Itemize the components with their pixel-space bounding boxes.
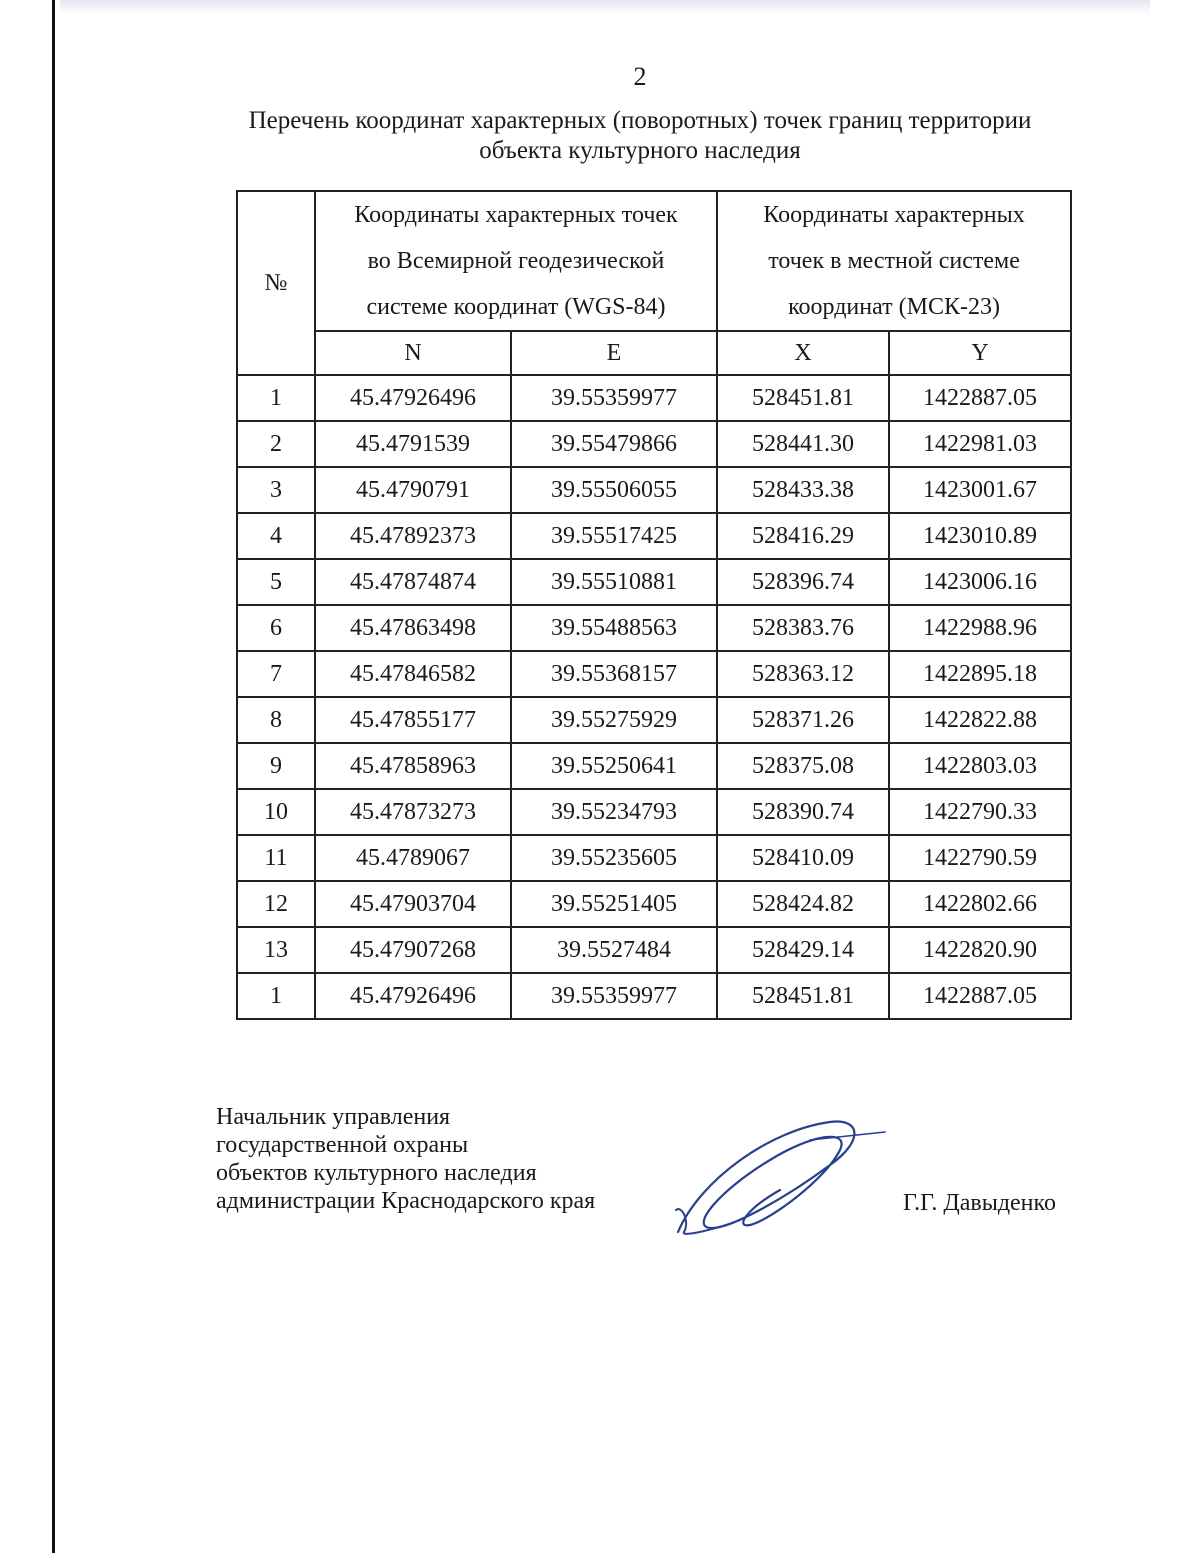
cell-y: 1422822.88	[889, 697, 1071, 743]
cell-x: 528451.81	[717, 973, 889, 1019]
coordinates-table	[236, 190, 1072, 1020]
cell-x: 528441.30	[717, 421, 889, 467]
cell-number: 11	[237, 835, 315, 881]
table-row	[237, 973, 1071, 1019]
cell-n: 45.4791539	[315, 421, 511, 467]
cell-y: 1423010.89	[889, 513, 1071, 559]
cell-x: 528375.08	[717, 743, 889, 789]
subheader-x: X	[717, 331, 889, 375]
cell-x: 528371.26	[717, 697, 889, 743]
cell-y: 1422887.05	[889, 375, 1071, 421]
cell-n: 45.47858963	[315, 743, 511, 789]
cell-e: 39.55517425	[511, 513, 717, 559]
table-row	[237, 651, 1071, 697]
cell-number: 12	[237, 881, 315, 927]
position-line: государственной охраны	[216, 1132, 469, 1158]
title-line-2: объекта культурного наследия	[479, 137, 801, 164]
cell-y: 1422803.03	[889, 743, 1071, 789]
cell-e: 39.55488563	[511, 605, 717, 651]
cell-y: 1423001.67	[889, 467, 1071, 513]
cell-number: 6	[237, 605, 315, 651]
cell-e: 39.55234793	[511, 789, 717, 835]
cell-n: 45.47863498	[315, 605, 511, 651]
cell-n: 45.4789067	[315, 835, 511, 881]
title-line-1: Перечень координат характерных (поворотных) точек границ территории	[248, 107, 1032, 134]
header-wgs84-line: во Всемирной геодезической	[367, 248, 665, 274]
cell-e: 39.55359977	[511, 375, 717, 421]
cell-number: 1	[237, 973, 315, 1019]
cell-x: 528416.29	[717, 513, 889, 559]
table-row	[237, 697, 1071, 743]
page-number: 2	[633, 62, 647, 91]
cell-e: 39.55235605	[511, 835, 717, 881]
table-row	[237, 927, 1071, 973]
scan-top-smudge	[60, 0, 1150, 14]
table-row	[237, 605, 1071, 651]
cell-number: 4	[237, 513, 315, 559]
header-msk23	[717, 191, 1071, 331]
cell-x: 528451.81	[717, 375, 889, 421]
cell-x: 528410.09	[717, 835, 889, 881]
table-row	[237, 789, 1071, 835]
cell-n: 45.47855177	[315, 697, 511, 743]
cell-number: 2	[237, 421, 315, 467]
cell-n: 45.47903704	[315, 881, 511, 927]
cell-y: 1422895.18	[889, 651, 1071, 697]
table-row	[237, 835, 1071, 881]
header-wgs84	[315, 191, 717, 331]
cell-e: 39.55510881	[511, 559, 717, 605]
cell-y: 1422981.03	[889, 421, 1071, 467]
table-body	[237, 375, 1071, 1019]
cell-e: 39.55506055	[511, 467, 717, 513]
cell-number: 1	[237, 375, 315, 421]
cell-x: 528433.38	[717, 467, 889, 513]
document-title	[0, 106, 1200, 166]
table-row	[237, 881, 1071, 927]
header-msk23-line: Координаты характерных	[763, 202, 1025, 228]
cell-x: 528390.74	[717, 789, 889, 835]
table-row	[237, 467, 1071, 513]
cell-e: 39.55251405	[511, 881, 717, 927]
header-msk23-line: точек в местной системе	[768, 248, 1020, 274]
cell-e: 39.55275929	[511, 697, 717, 743]
cell-y: 1422790.33	[889, 789, 1071, 835]
cell-number: 8	[237, 697, 315, 743]
cell-n: 45.47926496	[315, 375, 511, 421]
cell-x: 528383.76	[717, 605, 889, 651]
scan-left-edge	[52, 0, 55, 1553]
cell-y: 1422988.96	[889, 605, 1071, 651]
cell-n: 45.47873273	[315, 789, 511, 835]
signatory-name: Г.Г. Давыденко	[903, 1190, 1056, 1216]
cell-x: 528424.82	[717, 881, 889, 927]
cell-y: 1422820.90	[889, 927, 1071, 973]
header-wgs84-line: Координаты характерных точек	[354, 202, 678, 228]
cell-number: 10	[237, 789, 315, 835]
cell-n: 45.47907268	[315, 927, 511, 973]
cell-n: 45.47892373	[315, 513, 511, 559]
header-msk23-line: координат (МСК-23)	[788, 294, 1000, 320]
table-row	[237, 375, 1071, 421]
cell-n: 45.47926496	[315, 973, 511, 1019]
table-row	[237, 421, 1071, 467]
cell-number: 3	[237, 467, 315, 513]
cell-number: 5	[237, 559, 315, 605]
table-row	[237, 559, 1071, 605]
cell-e: 39.55250641	[511, 743, 717, 789]
cell-e: 39.55479866	[511, 421, 717, 467]
position-line: Начальник управления	[216, 1104, 451, 1130]
cell-y: 1422887.05	[889, 973, 1071, 1019]
header-wgs84-line: системе координат (WGS-84)	[366, 294, 666, 320]
cell-n: 45.47874874	[315, 559, 511, 605]
position-line: администрации Краснодарского края	[216, 1188, 596, 1214]
cell-e: 39.55359977	[511, 973, 717, 1019]
subheader-y: Y	[889, 331, 1071, 375]
cell-y: 1422802.66	[889, 881, 1071, 927]
cell-n: 45.4790791	[315, 467, 511, 513]
cell-number: 7	[237, 651, 315, 697]
cell-number: 9	[237, 743, 315, 789]
cell-x: 528396.74	[717, 559, 889, 605]
signatory-position	[216, 1103, 595, 1215]
cell-y: 1423006.16	[889, 559, 1071, 605]
cell-x: 528363.12	[717, 651, 889, 697]
handwritten-signature	[660, 1110, 900, 1250]
cell-e: 39.5527484	[511, 927, 717, 973]
subheader-e: E	[511, 331, 717, 375]
cell-x: 528429.14	[717, 927, 889, 973]
table-row	[237, 743, 1071, 789]
cell-y: 1422790.59	[889, 835, 1071, 881]
position-line: объектов культурного наследия	[216, 1160, 537, 1186]
subheader-n: N	[315, 331, 511, 375]
table-row	[237, 513, 1071, 559]
cell-number: 13	[237, 927, 315, 973]
header-number: №	[237, 191, 315, 375]
cell-n: 45.47846582	[315, 651, 511, 697]
cell-e: 39.55368157	[511, 651, 717, 697]
